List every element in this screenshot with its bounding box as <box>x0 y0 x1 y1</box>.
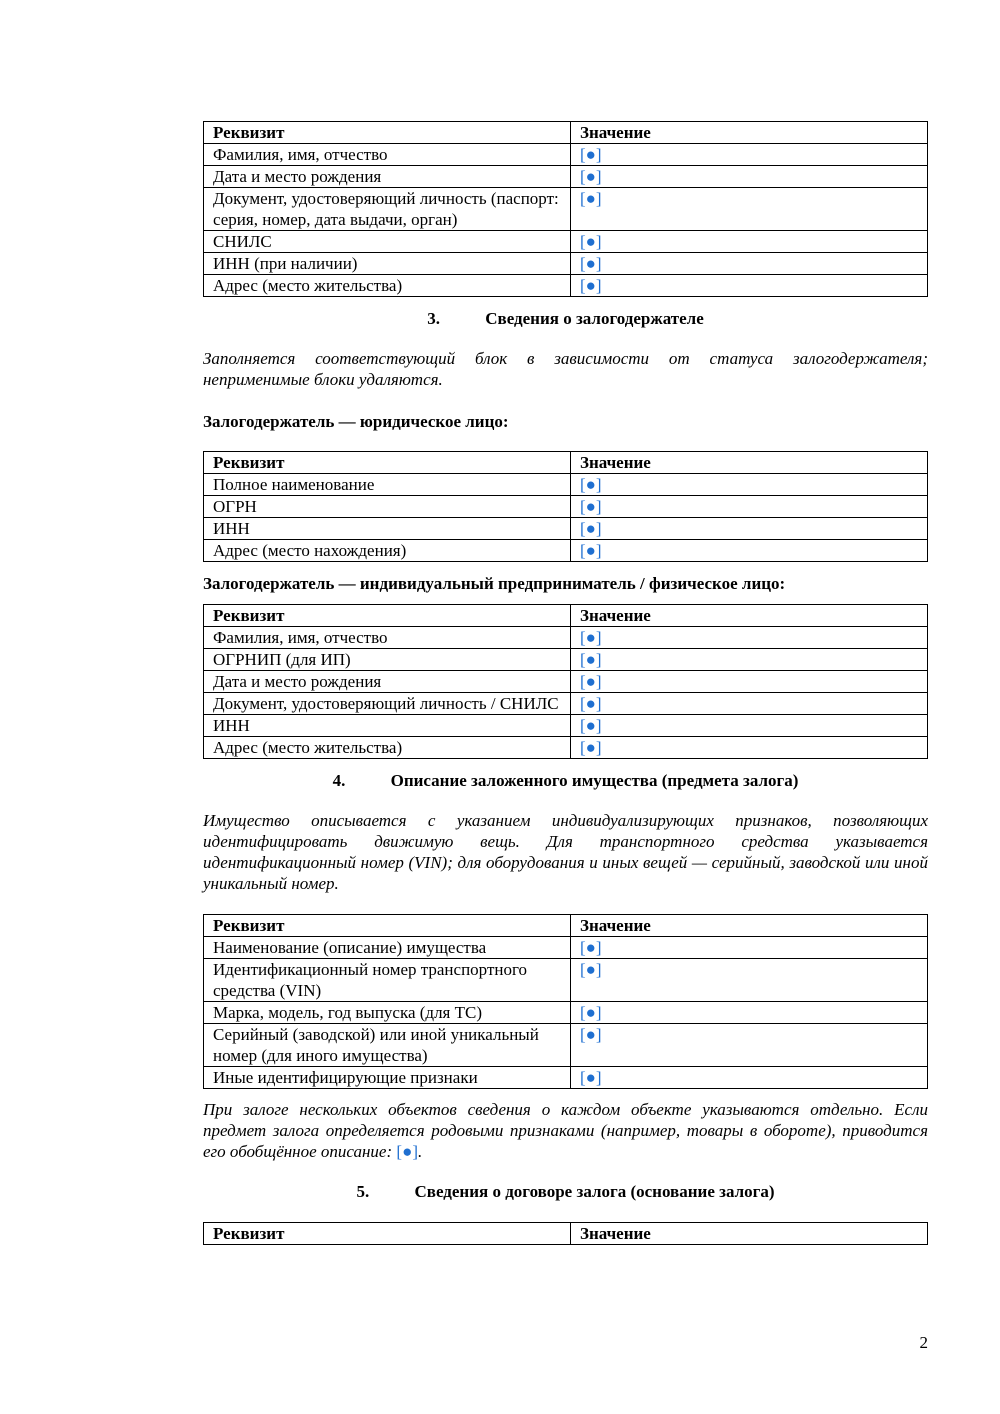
contract-table <box>203 1222 928 1245</box>
value-cell[interactable] <box>571 737 928 759</box>
placeholder-marker[interactable]: [●] <box>580 716 602 735</box>
section-4-after-note <box>203 1099 928 1162</box>
pledgee-legal-table <box>203 451 928 562</box>
placeholder-marker[interactable]: [●] <box>580 650 602 669</box>
value-cell[interactable] <box>571 627 928 649</box>
placeholder-marker[interactable]: [●] <box>580 189 602 208</box>
value-cell[interactable] <box>571 144 928 166</box>
section-number: 5. <box>356 1182 370 1201</box>
table-row <box>204 253 928 275</box>
table-header-row <box>204 1223 928 1245</box>
placeholder-marker[interactable]: [●] <box>580 938 602 957</box>
value-cell[interactable] <box>571 1067 928 1089</box>
value-cell[interactable] <box>571 649 928 671</box>
table-row <box>204 649 928 671</box>
table-row <box>204 474 928 496</box>
table-header-row <box>204 452 928 474</box>
requisite-label: Марка, модель, год выпуска (для ТС) <box>204 1002 571 1024</box>
placeholder-marker[interactable]: [●] <box>580 254 602 273</box>
requisite-label: ОГРНИП (для ИП) <box>204 649 571 671</box>
placeholder-marker[interactable]: [●] <box>396 1142 418 1161</box>
table-row <box>204 518 928 540</box>
requisite-label: ИНН (при наличии) <box>204 253 571 275</box>
requisite-label: Адрес (место нахождения) <box>204 540 571 562</box>
placeholder-marker[interactable]: [●] <box>580 960 602 979</box>
after-note-text: При залоге нескольких объектов сведения о каждом объекте указываются отдельно. Если предмет залога определяется родовыми признаками (например, товары в обороте), приводится его обобщённое описание: <box>203 1100 928 1161</box>
after-note-end: . <box>418 1142 423 1161</box>
table-row <box>204 231 928 253</box>
table-row <box>204 1067 928 1089</box>
placeholder-marker[interactable]: [●] <box>580 672 602 691</box>
placeholder-marker[interactable]: [●] <box>580 167 602 186</box>
table-row <box>204 540 928 562</box>
placeholder-marker[interactable]: [●] <box>580 1003 602 1022</box>
table-header-row <box>204 915 928 937</box>
column-header-value: Значение <box>571 605 928 627</box>
requisite-label: Дата и место рождения <box>204 671 571 693</box>
value-cell[interactable] <box>571 188 928 231</box>
value-cell[interactable] <box>571 671 928 693</box>
value-cell[interactable] <box>571 474 928 496</box>
requisite-label: Адрес (место жительства) <box>204 275 571 297</box>
value-cell[interactable] <box>571 231 928 253</box>
column-header-value: Значение <box>571 122 928 144</box>
value-cell[interactable] <box>571 1002 928 1024</box>
table-row <box>204 166 928 188</box>
table-row <box>204 737 928 759</box>
value-cell[interactable] <box>571 275 928 297</box>
section-title: Сведения о залогодержателе <box>485 309 704 328</box>
requisite-label: ИНН <box>204 715 571 737</box>
value-cell[interactable] <box>571 540 928 562</box>
placeholder-marker[interactable]: [●] <box>580 475 602 494</box>
placeholder-marker[interactable]: [●] <box>580 1068 602 1087</box>
requisite-label: СНИЛС <box>204 231 571 253</box>
requisite-label: Фамилия, имя, отчество <box>204 627 571 649</box>
table-row <box>204 188 928 231</box>
value-cell[interactable] <box>571 959 928 1002</box>
pledgor-person-table <box>203 121 928 297</box>
value-cell[interactable] <box>571 518 928 540</box>
placeholder-marker[interactable]: [●] <box>580 519 602 538</box>
placeholder-marker[interactable]: [●] <box>580 541 602 560</box>
pledgee-individual-table <box>203 604 928 759</box>
requisite-label: Документ, удостоверяющий личность (паспорт: серия, номер, дата выдачи, орган) <box>204 188 571 231</box>
table-row <box>204 937 928 959</box>
requisite-label: ИНН <box>204 518 571 540</box>
column-header-requisite: Реквизит <box>204 1223 571 1245</box>
column-header-value: Значение <box>571 915 928 937</box>
section-3-note: Заполняется соответствующий блок в зависимости от статуса залогодержателя; неприменимые блоки удаляются. <box>203 349 928 389</box>
column-header-value: Значение <box>571 1223 928 1245</box>
requisite-label: Иные идентифицирующие признаки <box>204 1067 571 1089</box>
legal-entity-heading: Залогодержатель — юридическое лицо: <box>203 412 509 431</box>
column-header-requisite: Реквизит <box>204 915 571 937</box>
column-header-requisite: Реквизит <box>204 605 571 627</box>
page-number: 2 <box>919 1333 928 1352</box>
table-row <box>204 627 928 649</box>
table-row <box>204 671 928 693</box>
table-row <box>204 275 928 297</box>
value-cell[interactable] <box>571 937 928 959</box>
individual-heading: Залогодержатель — индивидуальный предприниматель / физическое лицо: <box>203 574 786 593</box>
requisite-label: Серийный (заводской) или иной уникальный номер (для иного имущества) <box>204 1024 571 1067</box>
requisite-label: Полное наименование <box>204 474 571 496</box>
requisite-label: Идентификационный номер транспортного средства (VIN) <box>204 959 571 1002</box>
requisite-label: Фамилия, имя, отчество <box>204 144 571 166</box>
value-cell[interactable] <box>571 253 928 275</box>
table-header-row <box>204 122 928 144</box>
placeholder-marker[interactable]: [●] <box>580 628 602 647</box>
table-row <box>204 959 928 1002</box>
section-title: Описание заложенного имущества (предмета залога) <box>390 771 799 790</box>
table-row <box>204 693 928 715</box>
placeholder-marker[interactable]: [●] <box>580 276 602 295</box>
requisite-label: Документ, удостоверяющий личность / СНИЛС <box>204 693 571 715</box>
section-4-note: Имущество описывается с указанием индивидуализирующих признаков, позволяющих идентифицировать движимую вещь. Для транспортного средства указывается идентификационный номер (VIN); для оборудования и иных вещей — серийный, заводской или иной уникальный номер. <box>203 811 928 893</box>
document-page <box>203 121 928 1245</box>
requisite-label: Адрес (место жительства) <box>204 737 571 759</box>
value-cell[interactable] <box>571 496 928 518</box>
requisite-label: Наименование (описание) имущества <box>204 937 571 959</box>
placeholder-marker[interactable]: [●] <box>580 694 602 713</box>
section-4-heading <box>203 770 928 791</box>
value-cell[interactable] <box>571 166 928 188</box>
placeholder-marker[interactable]: [●] <box>580 1025 602 1044</box>
placeholder-marker[interactable]: [●] <box>580 145 602 164</box>
value-cell[interactable] <box>571 1024 928 1067</box>
section-number: 4. <box>332 771 346 790</box>
value-cell[interactable] <box>571 715 928 737</box>
section-title: Сведения о договоре залога (основание залога) <box>414 1182 775 1201</box>
section-3-heading <box>203 308 928 329</box>
table-row <box>204 1024 928 1067</box>
table-row <box>204 496 928 518</box>
placeholder-marker[interactable]: [●] <box>580 232 602 251</box>
requisite-label: Дата и место рождения <box>204 166 571 188</box>
value-cell[interactable] <box>571 693 928 715</box>
table-header-row <box>204 605 928 627</box>
requisite-label: ОГРН <box>204 496 571 518</box>
column-header-value: Значение <box>571 452 928 474</box>
column-header-requisite: Реквизит <box>204 122 571 144</box>
property-table <box>203 914 928 1089</box>
table-row <box>204 715 928 737</box>
section-number: 3. <box>427 309 440 328</box>
placeholder-marker[interactable]: [●] <box>580 497 602 516</box>
table-row <box>204 144 928 166</box>
table-row <box>204 1002 928 1024</box>
column-header-requisite: Реквизит <box>204 452 571 474</box>
section-5-heading <box>203 1181 928 1202</box>
placeholder-marker[interactable]: [●] <box>580 738 602 757</box>
